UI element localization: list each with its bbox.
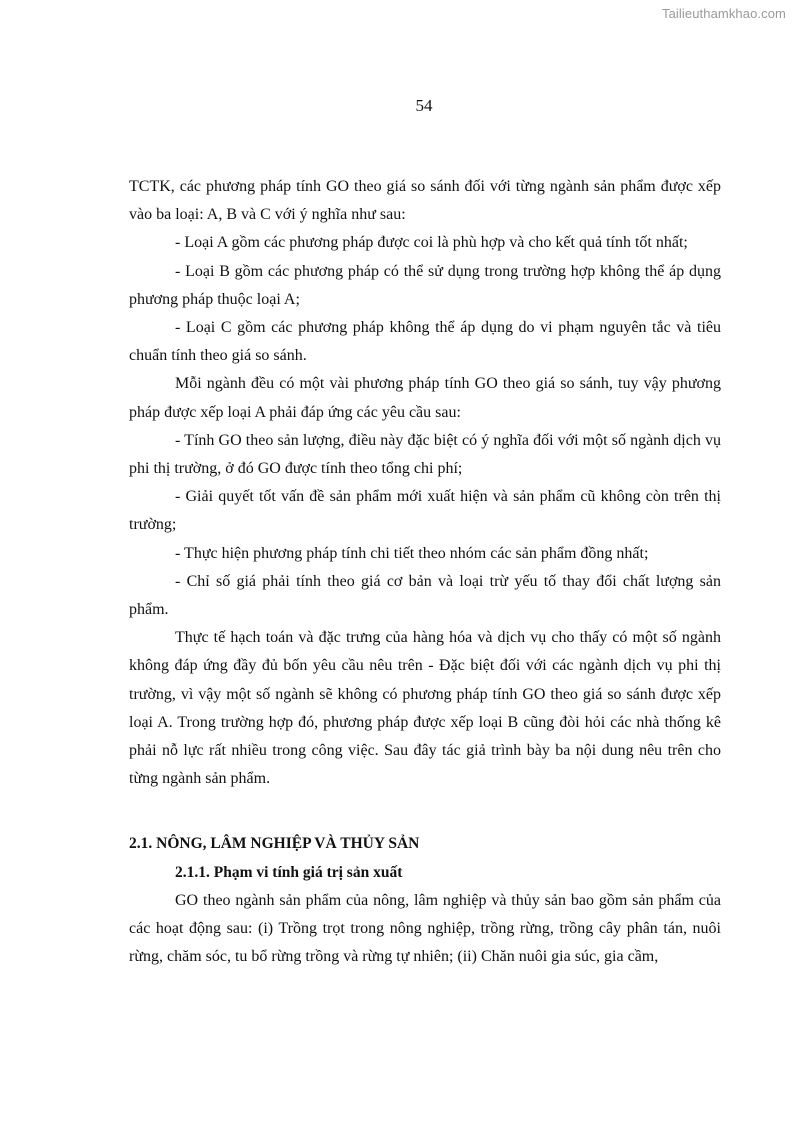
watermark: Tailieuthamkhao.com — [661, 6, 786, 21]
subsection-heading: 2.1.1. Phạm vi tính giá trị sản xuất — [175, 863, 403, 881]
document-body — [129, 173, 721, 971]
requirement-price-index-text: - Chỉ số giá phải tính theo giá cơ bản và loại trừ yếu tố thay đổi chất lượng sản phẩm. — [129, 572, 721, 619]
opening-paragraph-text: TCTK, các phương pháp tính GO theo giá so sánh đối với từng ngành sản phẩm được xếp vào ba loại: A, B và C với ý nghĩa như sau: — [129, 178, 721, 224]
category-b-text: - Loại B gồm các phương pháp có thể sử dụng trong trường hợp không thể áp dụng phương pháp thuộc loại A; — [129, 262, 721, 308]
requirements-intro-paragraph — [129, 370, 721, 426]
scope-paragraph — [129, 887, 721, 972]
page-number: 54 — [415, 96, 433, 115]
category-a-text: - Loại A gồm các phương pháp được coi là phù hợp và cho kết quả tính tốt nhất; — [175, 234, 688, 252]
opening-paragraph — [129, 173, 721, 229]
category-b-item — [129, 258, 721, 314]
requirements-intro-text: Mỗi ngành đều có một vài phương pháp tính GO theo giá so sánh, tuy vậy phương pháp được xếp loại A phải đáp ứng các yêu cầu sau: — [129, 375, 721, 421]
category-c-text: - Loại C gồm các phương pháp không thể áp dụng do vi phạm nguyên tắc và tiêu chuẩn tính theo giá so sánh. — [129, 319, 721, 365]
category-c-item — [129, 314, 721, 370]
practice-paragraph-text: Thực tế hạch toán và đặc trưng của hàng hóa và dịch vụ cho thấy có một số ngành không đáp ứng đầy đủ bốn yêu cầu nêu trên - Đặc biệt đối với các ngành dịch vụ phi thị trường, vì vậy một số ngành sẽ không có phương pháp tính GO theo giá so sánh được xếp loại A. Trong trường hợp đó, phương pháp được xếp loại B cũng đòi hỏi các nhà thống kê phải nỗ lực rất nhiều trong công việc. Sau đây tác giả trình bày ba nội dung nêu trên cho từng ngành sản phẩm. — [129, 629, 721, 788]
requirement-new-products-text: - Giải quyết tốt vấn đề sản phẩm mới xuất hiện và sản phẩm cũ không còn trên thị trường; — [129, 488, 721, 534]
requirement-item-new-products — [129, 483, 721, 539]
requirement-item-output — [129, 427, 721, 483]
practice-paragraph — [129, 624, 721, 793]
requirement-output-text: - Tính GO theo sản lượng, điều này đặc biệt có ý nghĩa đối với một số ngành dịch vụ phi thị trường, ở đó GO được tính theo tổng chi phí; — [129, 431, 721, 478]
scope-paragraph-text: GO theo ngành sản phẩm của nông, lâm nghiệp và thủy sản bao gồm sản phẩm của các hoạt động sau: (i) Trồng trọt trong nông nghiệp, trồng rừng, trồng cây phân tán, nuôi rừng, chăm sóc, tu bổ rừng trồng và rừng tự nhiên; (ii) Chăn nuôi gia súc, gia cầm, — [129, 891, 721, 966]
category-a-item — [129, 229, 721, 257]
requirement-item-price-index — [129, 568, 721, 624]
requirement-item-detailed-method — [129, 540, 721, 568]
requirement-detailed-method-text: - Thực hiện phương pháp tính chi tiết theo nhóm các sản phẩm đồng nhất; — [175, 544, 649, 562]
section-heading: 2.1. NÔNG, LÂM NGHIỆP VÀ THỦY SẢN — [129, 835, 420, 853]
